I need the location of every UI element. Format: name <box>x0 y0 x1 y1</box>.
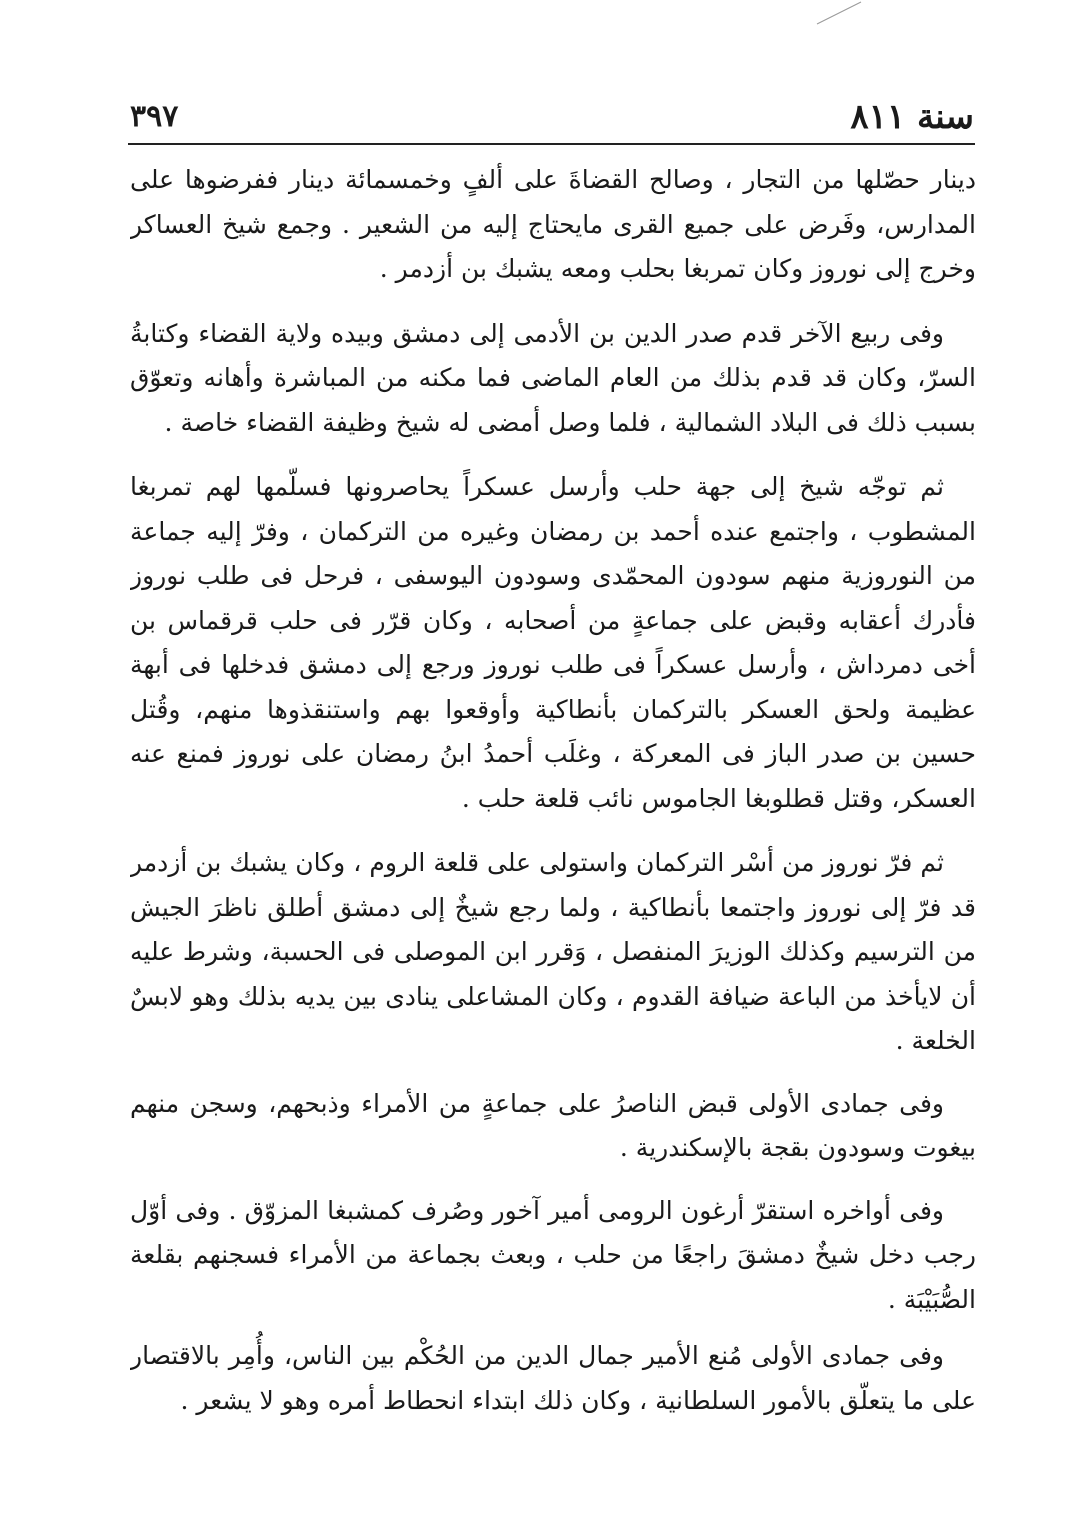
paragraph-3: ثم توجّه شيخ إلى جهة حلب وأرسل عسكراً يحاصرونها فسلّمها لهم تمربغا المشطوب ، واجتمع عنده أحمد بن رمضان وغيره من التركمان ، وفرّ إليه جماعة من النوروزية منهم سودون المحمّدى وسودون اليوسفى ، فرحل فى طلب نوروز فأدرك أعقابه وقبض على جماعةٍ من أصحابه ، وكان قرّر فى حلب قرقماس بن أخى دمرداش ، وأرسل عسكراً فى طلب نوروز ورجع إلى دمشق فدخلها فى أبهة عظيمة ولحق العسكر بالتركمان بأنطاكية وأوقعوا بهم واستنقذوها منهم، وقُتل حسين بن صدر الباز فى المعركة ، وغلَب أحمدُ ابنُ رمضان على نوروز فمنع عنه العسكر، وقتل قطلوبغا الجاموس نائب قلعة حلب . <box>130 472 976 813</box>
header-rule <box>128 143 975 145</box>
year-heading: سنة ٨١١ <box>850 97 974 137</box>
scan-artifact-line <box>815 0 863 26</box>
paragraph-2: وفى ربيع الآخر قدم صدر الدين بن الأدمى إلى دمشق وبيده ولاية القضاء وكتابةُ السرّ، وكان قد قدم بذلك من العام الماضى فما مكنه من المباشرة وأهانه وتعوّق بسبب ذلك فى البلاد الشمالية ، فلما وصل أمضى له شيخ وظيفة القضاء خاصة . <box>130 318 976 437</box>
body-text <box>130 158 976 1438</box>
paragraph-5: وفى جمادى الأولى قبض الناصرُ على جماعةٍ من الأمراء وذبحهم، وسجن منهم بيغوت وسودون بقجة بالإسكندرية . <box>130 1088 976 1162</box>
paragraph-6: وفى أواخره استقرّ أرغون الرومى أمير آخور وصُرف كمشبغا المزوّق . وفى أوّل رجب دخل شيخٌ دمشقَ راجعًا من حلب ، وبعث بجماعة من الأمراء فسجنهم بقلعة الصُّبَيْبَة . <box>130 1195 976 1314</box>
paragraph-4: ثم فرّ نوروز من أسْر التركمان واستولى على قلعة الروم ، وكان يشبك بن أزدمر قد فرّ إلى نوروز واجتمعا بأنطاكية ، ولما رجع شيخٌ إلى دمشق أطلق ناظرَ الجيش من الترسيم وكذلك الوزيرَ المنفصل ، وَقرر ابن الموصلى فى الحسبة، وشرط عليه أن لايأخذ من الباعة ضيافة القدوم ، وكان المشاعلى ينادى بين يديه بذلك وهو لابسٌ الخلعة . <box>130 848 976 1055</box>
paragraph-7: وفى جمادى الأولى مُنع الأمير جمال الدين من الحُكْم بين الناس، وأُمِر بالاقتصار على ما يتعلّق بالأمور السلطانية ، وكان ذلك ابتداء انحطاط أمره وهو لا يشعر . <box>130 1341 976 1415</box>
paragraph-1: دينار حصّلها من التجار ، وصالح القضاةَ على ألفٍ وخمسمائة دينار ففرضوها على المدارس، وفَرض على جميع القرى مايحتاج إليه من الشعير . وجمع شيخ العساكر وخرج إلى نوروز وكان تمربغا بحلب ومعه يشبك بن أزدمر . <box>130 165 976 283</box>
running-header <box>130 94 974 140</box>
page-number: ٣٩٧ <box>130 99 179 134</box>
